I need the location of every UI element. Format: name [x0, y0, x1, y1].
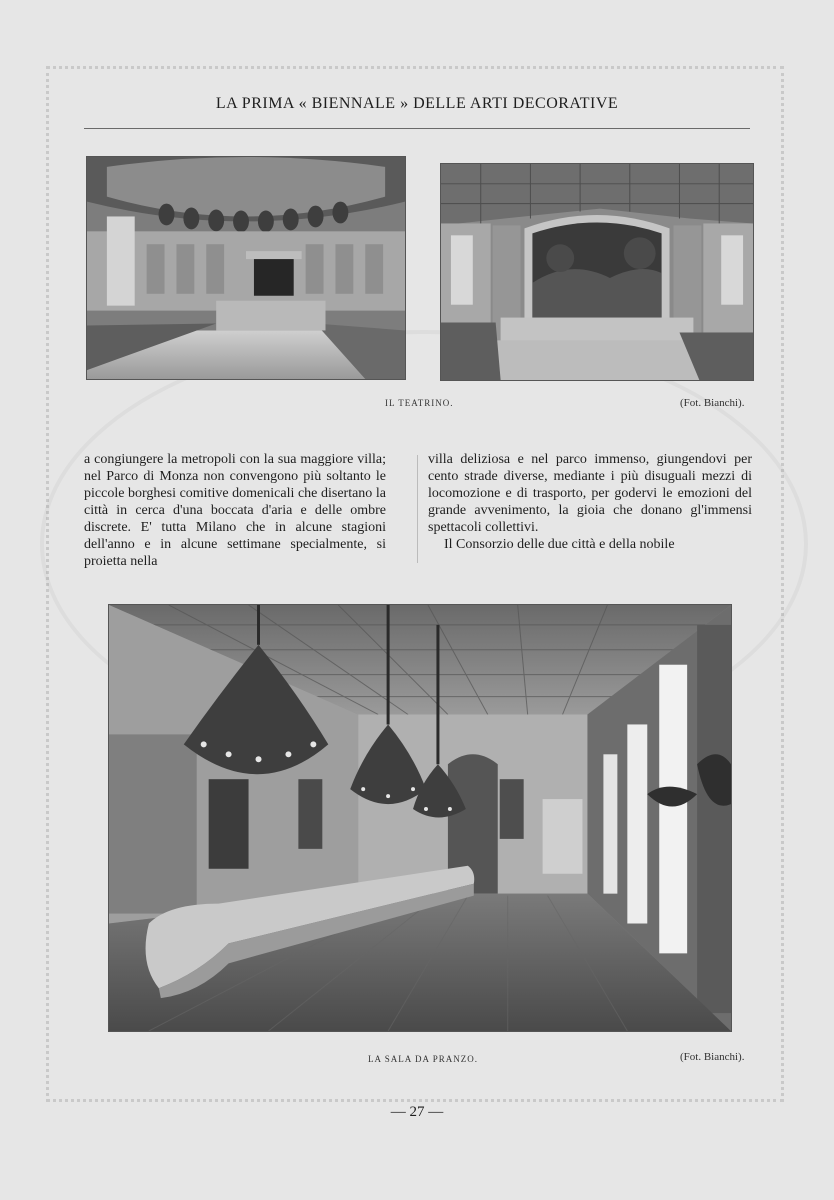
- caption-sala-da-pranzo: LA SALA DA PRANZO.: [368, 1054, 479, 1064]
- running-head: LA PRIMA « BIENNALE » DELLE ARTI DECORATIVE: [215, 95, 619, 112]
- paragraph-left: a congiungere la metropoli con la sua maggiore villa; nel Parco di Monza non convengono più soltanto le piccole borghesi comitive domenicali che disertano la città in cerca d'una boccata d'aria e delle ombre discrete. E' tutta Milano che in alcune stagioni dell'anno e in alcune settimane specialmente, si proietta nella: [84, 452, 386, 569]
- header-rule: [84, 128, 750, 129]
- paragraph-right-1: villa deliziosa e nel parco immenso, giungendovi per cento strade diverse, mediante i più disuguali mezzi di locomozione e di trasporto, per godervi le emozioni del grande avvenimento, la gioia che donano gl'immensi spettacoli collettivi.: [428, 452, 752, 535]
- photo-teatrino-left: [86, 156, 406, 380]
- photo-sala-da-pranzo: [108, 604, 732, 1032]
- column-rule: [417, 455, 418, 563]
- photo-teatrino-right: [440, 163, 754, 381]
- caption-teatrino: IL TEATRINO.: [385, 398, 454, 408]
- text-column-left: [84, 451, 386, 570]
- credit-sala-da-pranzo: (Fot. Bianchi).: [680, 1051, 745, 1063]
- paragraph-right-2: Il Consorzio delle due città e della nobile: [444, 537, 675, 552]
- text-column-right: [428, 451, 752, 553]
- credit-teatrino: (Fot. Bianchi).: [680, 397, 745, 409]
- page-number: — 27 —: [390, 1104, 444, 1120]
